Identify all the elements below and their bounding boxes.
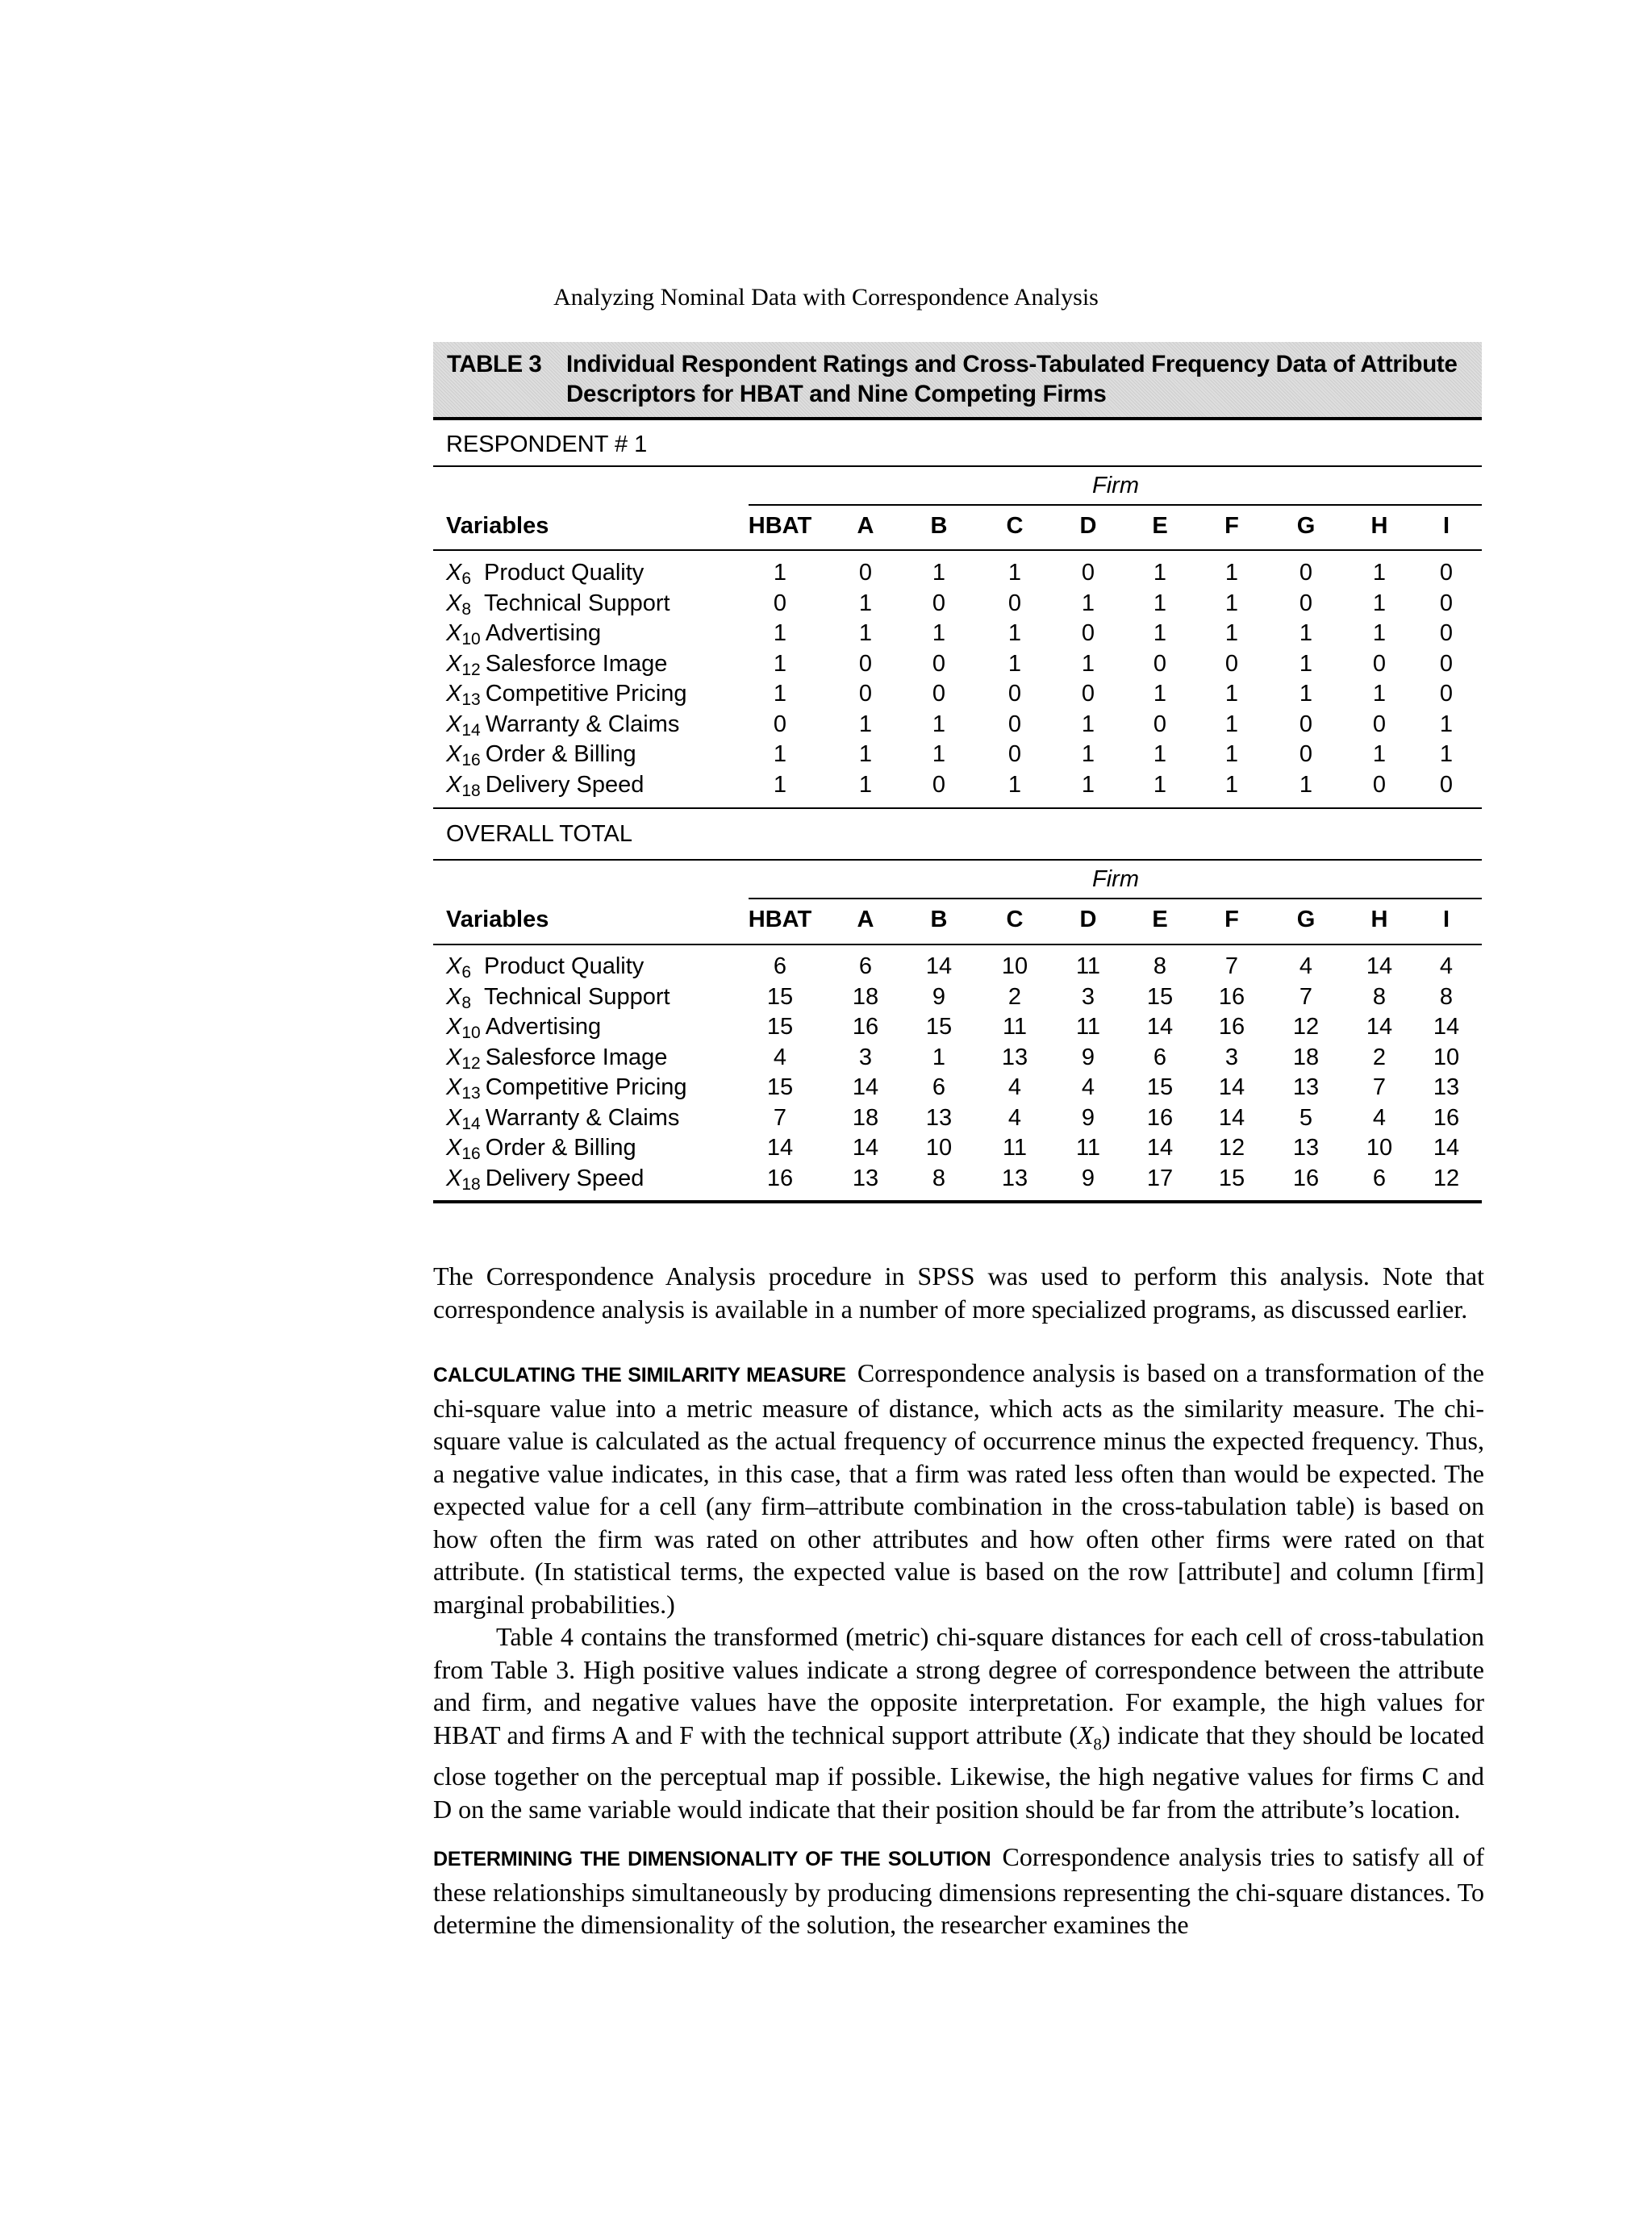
table-cell: 1 [1299, 650, 1313, 677]
table-cell: 15 [1146, 1074, 1174, 1100]
table-cell: 0 [1007, 590, 1022, 616]
table-cell: 1 [773, 650, 787, 677]
table-cell: 8 [1153, 953, 1167, 979]
table-cell: 13 [852, 1165, 879, 1191]
section-title-overall: OVERALL TOTAL [446, 821, 633, 847]
table-cell: 13 [1001, 1044, 1028, 1070]
table-cell: 16 [1218, 1014, 1245, 1040]
table-cell: 6 [1153, 1044, 1167, 1070]
variable-label [446, 649, 667, 679]
table-row [433, 589, 1482, 619]
column-header: H [1370, 513, 1388, 539]
table-cell: 8 [1372, 983, 1387, 1010]
variable-label [446, 952, 644, 982]
table-cell: 0 [1299, 711, 1313, 737]
column-header: B [930, 907, 948, 932]
variable-symbol: $X_{13}$ [446, 1074, 481, 1103]
table-cell: 15 [766, 1074, 794, 1100]
table-row [433, 1073, 1482, 1103]
variable-symbol: $X_8$ [446, 590, 472, 619]
variable-subscript: 6 [461, 569, 472, 588]
table-row [433, 1164, 1482, 1194]
table-cell: 5 [1299, 1104, 1313, 1131]
variable-symbol: $X_{10}$ [446, 1014, 481, 1042]
variable-symbol: $X_8$ [446, 983, 472, 1012]
table-cell: 11 [1075, 1135, 1101, 1161]
table-cell: 4 [1081, 1074, 1095, 1100]
table-title-banner [433, 342, 1482, 418]
table-row [433, 1133, 1482, 1163]
table-cell: 13 [925, 1104, 953, 1131]
table-cell: 7 [1372, 1074, 1387, 1100]
column-header: C [1006, 907, 1024, 932]
variable-name: Warranty & Claims [485, 1104, 680, 1131]
column-header: F [1224, 907, 1239, 932]
table-caption: Individual Respondent Ratings and Cross-Tabulated Frequency Data of Attribute Descriptors for HBAT and Nine Competing Firms [566, 351, 1458, 407]
table-cell: 14 [925, 953, 953, 979]
table-cell: 14 [1366, 953, 1393, 979]
rule [433, 417, 1482, 420]
table-cell: 0 [1439, 650, 1454, 677]
table-cell: 4 [1007, 1074, 1022, 1100]
variable-subscript: 10 [461, 1024, 481, 1042]
table-cell: 0 [1439, 771, 1454, 798]
table-cell: 11 [1002, 1135, 1028, 1161]
variable-name: Advertising [485, 620, 602, 646]
table-cell: 9 [1081, 1104, 1095, 1131]
table-cell: 15 [1146, 983, 1174, 1010]
variable-symbol: X [1077, 1720, 1094, 1749]
table-cell: 1 [773, 771, 787, 798]
table-cell: 13 [1433, 1074, 1460, 1100]
table-row [433, 710, 1482, 740]
variable-label [446, 619, 601, 648]
table-cell: 10 [1001, 953, 1028, 979]
table-cell: 16 [1292, 1165, 1320, 1191]
variable-symbol: $X_6$ [446, 560, 472, 588]
table-cell: 0 [858, 650, 873, 677]
rule [433, 549, 1482, 551]
table-cell: 0 [1299, 741, 1313, 767]
table-cell: 0 [773, 711, 787, 737]
table-row [433, 558, 1482, 588]
table-row [433, 770, 1482, 800]
variable-label [446, 1043, 667, 1073]
table-cell: 18 [852, 983, 879, 1010]
variable-subscript: 12 [461, 660, 481, 679]
table-cell: 0 [1153, 650, 1167, 677]
table-cell: 13 [1001, 1165, 1028, 1191]
column-header: D [1079, 907, 1097, 932]
section-heading: DETERMINING THE DIMENSIONALITY OF THE SOLUTION [433, 1848, 991, 1870]
table-cell: 9 [1081, 1044, 1095, 1070]
column-header: A [857, 513, 874, 539]
variable-name: Product Quality [484, 560, 645, 586]
table-cell: 0 [858, 681, 873, 707]
table-cell: 1 [1007, 771, 1022, 798]
table-cell: 0 [1081, 620, 1095, 646]
column-header: G [1296, 907, 1316, 932]
table-cell: 1 [773, 620, 787, 646]
variable-subscript: 16 [461, 751, 481, 769]
variable-symbol: $X_{14}$ [446, 1104, 481, 1133]
table-cell: 15 [925, 1014, 953, 1040]
table-cell: 1 [1372, 620, 1387, 646]
column-header-row [433, 905, 1482, 935]
table-cell: 1 [1153, 771, 1167, 798]
rule [749, 898, 1482, 899]
table-cell: 1 [1372, 681, 1387, 707]
table-row [433, 982, 1482, 1012]
column-header: E [1152, 513, 1168, 539]
table-cell: 1 [932, 1044, 946, 1070]
variable-subscript: 8 [1093, 1733, 1102, 1753]
paragraph [433, 1357, 1484, 1825]
table-cell: 0 [1224, 650, 1239, 677]
column-header: D [1079, 513, 1097, 539]
table-cell: 0 [1299, 590, 1313, 616]
variable-name: Salesforce Image [485, 1044, 668, 1070]
table-cell: 18 [1292, 1044, 1320, 1070]
table-cell: 1 [858, 771, 873, 798]
column-header: I [1442, 513, 1450, 539]
rule [433, 1200, 1482, 1203]
rule [433, 465, 1482, 467]
variable-label [446, 1103, 679, 1133]
column-header: G [1296, 513, 1316, 539]
variable-subscript: 13 [461, 1084, 481, 1103]
variables-header: Variables [446, 907, 549, 932]
paragraph-text: ) indicate that they should be located close together on the perceptual map if possible. Likewise, the high negative values for firms C and D on the same variable would indicate that their position should be far from the attribute’s location. [433, 1720, 1485, 1824]
firm-header: Firm [1092, 473, 1139, 498]
table-cell: 0 [773, 590, 787, 616]
table-cell: 0 [1007, 741, 1022, 767]
table-row [433, 952, 1482, 982]
section-heading: CALCULATING THE SIMILARITY MEASURE [433, 1364, 846, 1386]
rule [433, 859, 1482, 861]
table-cell: 14 [766, 1135, 794, 1161]
variable-label [446, 679, 687, 709]
variable-subscript: 12 [461, 1053, 481, 1073]
table-cell: 1 [1007, 620, 1022, 646]
column-header: E [1152, 907, 1168, 932]
table-cell: 0 [1439, 560, 1454, 586]
table-cell: 2 [1007, 983, 1022, 1010]
variable-subscript: 18 [461, 781, 481, 800]
table-cell: 1 [1153, 590, 1167, 616]
table-cell: 10 [1366, 1135, 1393, 1161]
table-cell: 1 [1081, 590, 1095, 616]
table-cell: 1 [1007, 650, 1022, 677]
variable-symbol: $X_6$ [446, 953, 472, 982]
table-cell: 1 [932, 711, 946, 737]
variable-subscript: 14 [461, 720, 481, 740]
table-cell: 16 [766, 1165, 794, 1191]
rule [749, 504, 1482, 506]
variable-label [446, 740, 636, 769]
table-cell: 4 [773, 1044, 787, 1070]
table-cell: 9 [1081, 1165, 1095, 1191]
table-row [433, 1103, 1482, 1133]
table-cell: 0 [1372, 771, 1387, 798]
table-cell: 1 [1224, 681, 1239, 707]
table-label: TABLE 3 [447, 351, 542, 377]
table-cell: 1 [1439, 711, 1454, 737]
table-cell: 0 [1439, 590, 1454, 616]
variable-name: Warranty & Claims [485, 711, 680, 737]
variable-label [446, 1012, 601, 1042]
table-cell: 17 [1146, 1165, 1174, 1191]
table-cell: 4 [1299, 953, 1313, 979]
paragraph-text: Table 4 contains the transformed (metric) chi-square distances for each cell of cross-tabulation from Table 3. High positive values indicate a strong degree of correspondence between the attribute and firm, and negative values have the opposite interpretation. For example, the high values for HBAT and firms A and F with the technical support attribute ( [433, 1622, 1484, 1749]
table-cell: 6 [1372, 1165, 1387, 1191]
table-cell: 4 [1007, 1104, 1022, 1131]
table-cell: 1 [773, 741, 787, 767]
table-cell: 1 [1224, 620, 1239, 646]
table-cell: 11 [1075, 953, 1101, 979]
table-cell: 1 [1153, 620, 1167, 646]
variable-label [446, 1164, 644, 1194]
column-header: H [1370, 907, 1388, 932]
table-cell: 0 [932, 681, 946, 707]
variable-subscript: 18 [461, 1174, 481, 1194]
table-cell: 1 [1153, 681, 1167, 707]
table-cell: 1 [773, 681, 787, 707]
table-cell: 1 [1224, 560, 1239, 586]
table-cell: 1 [1007, 560, 1022, 586]
variable-symbol: $X_{16}$ [446, 1135, 481, 1163]
variable-name: Competitive Pricing [485, 1074, 687, 1100]
table-cell: 0 [1372, 711, 1387, 737]
table-cell: 0 [1081, 560, 1095, 586]
table-cell: 1 [858, 590, 873, 616]
table-row [433, 679, 1482, 709]
table-cell: 12 [1218, 1135, 1245, 1161]
table-cell: 14 [1218, 1104, 1245, 1131]
table-cell: 13 [1292, 1074, 1320, 1100]
table-cell: 3 [858, 1044, 873, 1070]
column-header: HBAT [748, 907, 812, 932]
table-cell: 0 [1439, 620, 1454, 646]
table-cell: 9 [932, 983, 946, 1010]
variable-label [446, 982, 670, 1012]
table-cell: 1 [1224, 590, 1239, 616]
table-cell: 1 [1153, 741, 1167, 767]
variables-header: Variables [446, 513, 549, 539]
column-header: HBAT [748, 513, 812, 539]
paragraph [433, 1841, 1484, 1941]
column-header-row [433, 511, 1482, 541]
table-row [433, 1012, 1482, 1042]
table-cell: 14 [852, 1074, 879, 1100]
table-cell: 1 [1372, 590, 1387, 616]
variable-subscript: 10 [461, 630, 481, 648]
table-cell: 0 [1153, 711, 1167, 737]
table-cell: 1 [1299, 771, 1313, 798]
table-cell: 1 [1081, 741, 1095, 767]
table-cell: 4 [1372, 1104, 1387, 1131]
table-cell: 18 [852, 1104, 879, 1131]
variable-symbol: $X_{14}$ [446, 711, 481, 740]
table-cell: 8 [932, 1165, 946, 1191]
column-header: B [930, 513, 948, 539]
table-cell: 1 [932, 620, 946, 646]
variable-label [446, 589, 670, 619]
table-cell: 0 [1007, 681, 1022, 707]
table-cell: 0 [1372, 650, 1387, 677]
column-header: C [1006, 513, 1024, 539]
variable-name: Technical Support [484, 983, 670, 1010]
table-cell: 14 [1218, 1074, 1245, 1100]
table-cell: 16 [1146, 1104, 1174, 1131]
table-cell: 0 [932, 771, 946, 798]
table-cell: 1 [1372, 560, 1387, 586]
table-cell: 1 [932, 741, 946, 767]
variable-subscript: 8 [461, 599, 472, 619]
variable-label [446, 1133, 636, 1163]
table-cell: 0 [1081, 681, 1095, 707]
table-cell: 15 [766, 1014, 794, 1040]
variable-symbol: $X_{13}$ [446, 681, 481, 709]
table-cell: 1 [1081, 650, 1095, 677]
variable-symbol: $X_{12}$ [446, 650, 481, 679]
variable-name: Delivery Speed [485, 1165, 645, 1191]
table-cell: 1 [1299, 620, 1313, 646]
table-cell: 0 [932, 590, 946, 616]
table-cell: 14 [1433, 1014, 1460, 1040]
table-cell: 0 [1439, 681, 1454, 707]
running-head: Analyzing Nominal Data with Correspondence Analysis [553, 284, 1099, 311]
table-cell: 1 [1224, 741, 1239, 767]
table-cell: 1 [1081, 711, 1095, 737]
table-cell: 1 [773, 560, 787, 586]
table-cell: 14 [1433, 1135, 1460, 1161]
table-cell: 12 [1433, 1165, 1460, 1191]
paragraph [433, 1260, 1484, 1325]
paragraph-text: The Correspondence Analysis procedure in SPSS was used to perform this analysis. Note that correspondence analysis is available in a number of more specialized programs, as discussed earlier. [433, 1261, 1484, 1324]
table-cell: 16 [1218, 983, 1245, 1010]
table-cell: 13 [1292, 1135, 1320, 1161]
table-cell: 7 [1299, 983, 1313, 1010]
table-cell: 1 [1224, 711, 1239, 737]
table-cell: 10 [925, 1135, 953, 1161]
rule [433, 807, 1482, 809]
table-cell: 15 [766, 983, 794, 1010]
table-cell: 1 [1299, 681, 1313, 707]
table-cell: 1 [858, 711, 873, 737]
variable-name: Order & Billing [485, 741, 636, 767]
table-row [433, 619, 1482, 648]
table-cell: 14 [1366, 1014, 1393, 1040]
table-cell: 1 [1081, 771, 1095, 798]
column-header: I [1442, 907, 1450, 932]
table-cell: 1 [1439, 741, 1454, 767]
variable-label [446, 1073, 687, 1103]
table-cell: 1 [1153, 560, 1167, 586]
variable-subscript: 13 [461, 690, 481, 709]
variable-name: Order & Billing [485, 1135, 636, 1161]
variable-name: Product Quality [484, 953, 645, 979]
table-cell: 1 [932, 560, 946, 586]
table-cell: 8 [1439, 983, 1454, 1010]
variable-symbol: $X_{10}$ [446, 620, 481, 648]
table-cell: 14 [1146, 1014, 1174, 1040]
table-cell: 0 [858, 560, 873, 586]
table-cell: 4 [1439, 953, 1454, 979]
variable-subscript: 8 [461, 993, 472, 1012]
table-cell: 0 [1299, 560, 1313, 586]
variable-label [446, 710, 679, 740]
table-cell: 1 [858, 741, 873, 767]
table-row [433, 740, 1482, 769]
firm-header: Firm [1092, 866, 1139, 892]
variable-name: Advertising [485, 1014, 602, 1040]
variable-name: Delivery Speed [485, 771, 645, 798]
variable-symbol: $X_{16}$ [446, 741, 481, 769]
column-header: A [857, 907, 874, 932]
table-cell: 3 [1081, 983, 1095, 1010]
table-cell: 15 [1218, 1165, 1245, 1191]
table-cell: 7 [773, 1104, 787, 1131]
table-cell: 7 [1224, 953, 1239, 979]
variable-symbol: $X_{12}$ [446, 1044, 481, 1073]
section-title-respondent: RESPONDENT # 1 [446, 432, 648, 457]
table-cell: 1 [858, 620, 873, 646]
table-cell: 14 [1146, 1135, 1174, 1161]
table-cell: 12 [1292, 1014, 1320, 1040]
table-row [433, 1043, 1482, 1073]
paragraph-text: Correspondence analysis is based on a transformation of the chi-square value into a metric measure of distance, which acts as the similarity measure. The chi-square value is calculated as the actual frequency of occurrence minus the expected frequency. Thus, a negative value indicates, in this case, that a firm was rated less often than would be expected. The expected value for a cell (any firm–attribute combination in the cross-tabulation table) is based on how often the firm was rated on other attributes and how often other firms were rated on that attribute. (In statistical terms, the expected value is based on the row [attribute] and column [firm] marginal probabilities.) [433, 1358, 1485, 1619]
table-cell: 16 [1433, 1104, 1460, 1131]
variable-subscript: 6 [461, 963, 472, 982]
variable-label [446, 770, 644, 800]
table-cell: 0 [1007, 711, 1022, 737]
table-cell: 16 [852, 1014, 879, 1040]
table-cell: 11 [1002, 1014, 1028, 1040]
paragraph-text: Correspondence analysis tries to satisfy all of these relationships simultaneously by producing dimensions representing the chi-square distances. To determine the dimensionality of the solution, the researcher examines the [433, 1842, 1484, 1939]
table-cell: 11 [1075, 1014, 1101, 1040]
table-cell: 1 [1372, 741, 1387, 767]
variable-subscript: 14 [461, 1114, 481, 1133]
table-cell: 2 [1372, 1044, 1387, 1070]
variable-label [446, 558, 644, 588]
variable-name: Competitive Pricing [485, 681, 687, 707]
table-cell: 14 [852, 1135, 879, 1161]
variable-symbol: $X_{18}$ [446, 1165, 481, 1194]
table-cell: 1 [1224, 771, 1239, 798]
rule [433, 944, 1482, 945]
table-cell: 10 [1433, 1044, 1460, 1070]
table-cell: 6 [773, 953, 787, 979]
variable-symbol: $X_{18}$ [446, 771, 481, 800]
column-header: F [1224, 513, 1239, 539]
variable-subscript: 16 [461, 1145, 481, 1163]
variable-name: Technical Support [484, 590, 670, 616]
table-cell: 3 [1224, 1044, 1239, 1070]
table-cell: 6 [858, 953, 873, 979]
table-cell: 6 [932, 1074, 946, 1100]
table-row [433, 649, 1482, 679]
table-cell: 0 [932, 650, 946, 677]
variable-name: Salesforce Image [485, 650, 668, 677]
